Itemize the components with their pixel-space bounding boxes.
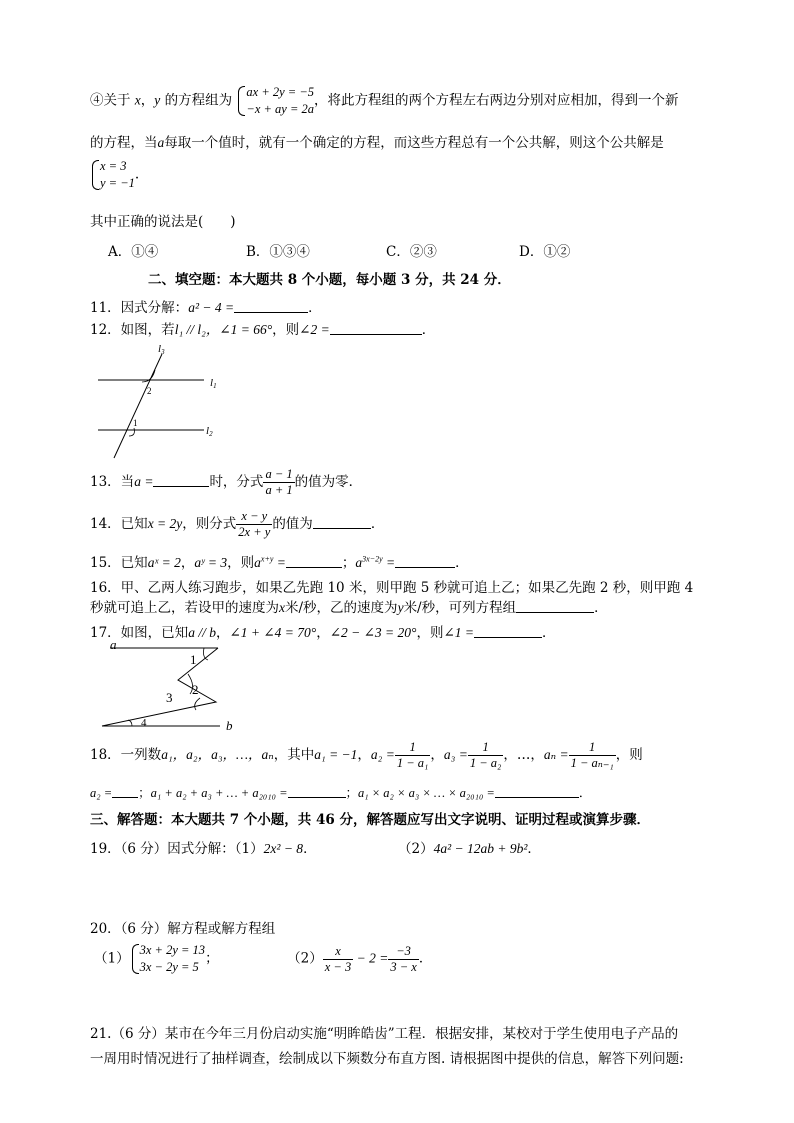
fraction: $\frac{a - 1}{a + 1}$: [265, 467, 293, 497]
option-a[interactable]: A．①④: [108, 244, 159, 260]
section3-title: 三、解答题：本大题共 7 个小题，共 46 分，解答题应写出文字说明、证明过程或演算步骤．: [90, 812, 650, 828]
fraction: $\frac{-3}{3 - x}$: [390, 943, 417, 974]
q10-solution: x = 3 y = −1 .: [90, 158, 139, 192]
answer-blank[interactable]: [288, 785, 346, 798]
q12: 12．如图，若l₁ // l₂，∠1 = 66°，则∠2 = ．: [90, 322, 436, 338]
solution-system: x = 3 y = −1: [90, 158, 135, 192]
label-l1: l1: [210, 377, 217, 390]
fraction: $\frac{x - y}{2x + y}$: [238, 509, 271, 539]
label-angle1: 1: [133, 418, 138, 428]
label-b: b: [226, 718, 233, 733]
q13: 13．当a = 时，分式 $\frac{a - 1}{a + 1}$ 的值为零．: [90, 467, 363, 497]
figure-q12: [92, 340, 232, 450]
angle-1-arc: [129, 428, 134, 436]
q10-line-2: 的方程，当a每取一个值时，就有一个确定的方程，而这些方程总有一个公共解，则这个公共解是: [90, 135, 664, 151]
option-c[interactable]: C．②③: [386, 244, 437, 260]
label-l3: l3: [158, 343, 165, 356]
figure-q17: [96, 637, 256, 735]
label-angle2: 2: [147, 386, 152, 396]
zigzag: [102, 648, 218, 726]
answer-blank[interactable]: [395, 555, 455, 568]
label-3: 3: [166, 690, 173, 705]
q16-line1: 16．甲、乙两人练习跑步，如果乙先跑 10 米，则甲跑 5 秒就可追上乙；如果乙先跑 2 秒，则甲跑 4: [90, 580, 694, 596]
answer-blank[interactable]: [516, 600, 594, 613]
answer-blank[interactable]: [153, 474, 209, 487]
answer-blank[interactable]: [313, 516, 371, 529]
answer-blank[interactable]: [234, 300, 308, 313]
angle-3-arc: [195, 698, 200, 710]
q20-parts: （1） 3x + 2y = 13 3x − 2y = 5 ； （2） $\frac{x}{x - 3}$ − 2 = $\frac{-3}{3 - x}$ ．: [94, 943, 433, 974]
equation-system: ax + 2y = −5 −x + ay = 2a: [236, 84, 314, 118]
q20: 20．（6 分）解方程或解方程组: [90, 921, 276, 937]
label-1: 1: [190, 652, 197, 667]
q16-line2: 秒就可追上乙，若设甲的速度为x米/秒，乙的速度为y米/秒，可列方程组 ．: [90, 600, 608, 616]
q10-question: 其中正确的说法是( ): [90, 214, 236, 230]
line-l3: [114, 354, 162, 458]
q10-statement-4: ④关于 x，y 的方程组为 ax + 2y = −5 −x + ay = 2a ，将此方程组的两个方程左右两边分别对应相加，得到一个新: [90, 85, 679, 116]
label-a: a: [110, 637, 117, 652]
q21-line2: 一周用时情况进行了抽样调查，绘制成以下频数分布直方图. 请根据图中提供的信息，解答下列问题:: [90, 1051, 684, 1067]
answer-blank[interactable]: [286, 555, 342, 568]
label-l2: l2: [206, 425, 213, 438]
equation-system: 3x + 2y = 13 3x − 2y = 5: [130, 942, 205, 976]
q17: 17．如图，已知a // b，∠1 + ∠4 = 70°，∠2 − ∠3 = 20°，则∠1 = ．: [90, 625, 556, 641]
q18-line1: 18．一列数a₁，a₂，a₃，…，aₙ，其中a₁ = −1，a₂ = $\frac{1}{\text{1 − a₁}}$ ，a₃ = $\frac{1}{\text{1 − a₂}}$ ，…，aₙ = $\frac{1}{\text{1 − aₙ₋₁}}$ ，则: [90, 740, 643, 770]
fraction: $\frac{1}{\text{1 − aₙ₋₁}}$: [570, 740, 614, 770]
q18-line2: a₂ = ；a₁ + a₂ + a₃ + … + a₂₀₁₀ = ；a₁ × a₂ × a₃ × … × a₂₀₁₀ = ．: [90, 785, 592, 800]
option-b[interactable]: B．①③④: [246, 244, 310, 260]
q11: 11．因式分解：a² − 4 = ．: [90, 300, 322, 316]
fraction: $\frac{1}{\text{1 − a₂}}$: [469, 740, 502, 770]
q10-options: [108, 240, 570, 260]
label-2: 2: [192, 682, 199, 697]
section2-title: 二、填空题：本大题共 8 个小题，每小题 3 分，共 24 分．: [148, 272, 511, 288]
q15: 15．已知aˣ = 2，aʸ = 3，则$a^{x+y}$ = ；$a^{3x-2y}$ = ．: [90, 554, 469, 571]
q14: 14．已知x = 2y，则分式 $\frac{x - y}{2x + y}$ 的值为 ．: [90, 509, 385, 539]
answer-blank[interactable]: [112, 785, 138, 798]
angle-1-arc: [204, 648, 209, 660]
answer-blank[interactable]: [330, 322, 422, 335]
label-4: 4: [141, 717, 147, 729]
answer-blank[interactable]: [474, 625, 542, 638]
option-d[interactable]: D．①②: [519, 244, 571, 260]
q21-line1: 21.（6 分）某市在今年三月份启动实施“明眸皓齿”工程．根据安排，某校对于学生使用电子产品的: [90, 1026, 679, 1042]
answer-blank[interactable]: [495, 785, 579, 798]
q19: 19．（6 分）因式分解：（1）2x² − 8． （2）4a² − 12ab + 9b²．: [90, 841, 541, 857]
fraction: $\frac{x}{x - 3}$: [324, 943, 352, 974]
fraction: $\frac{1}{\text{1 − a₁}}$: [396, 740, 429, 770]
